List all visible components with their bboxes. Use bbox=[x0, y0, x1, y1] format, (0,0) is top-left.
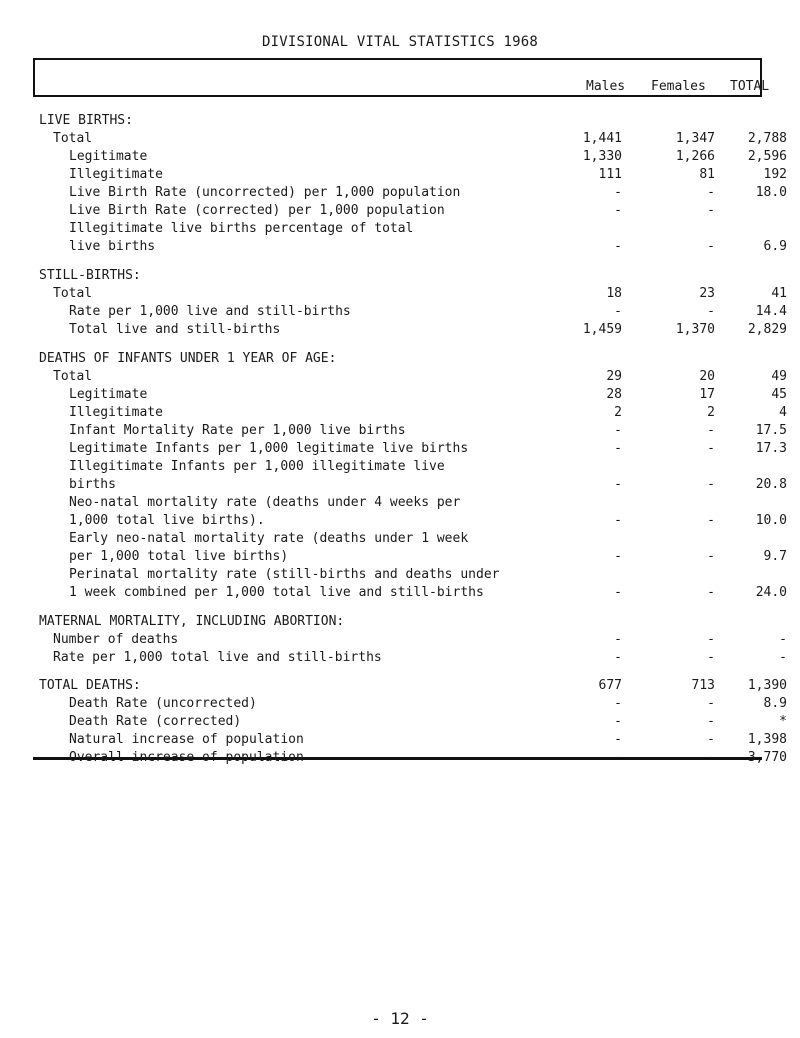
row-live-births bbox=[0, 112, 800, 130]
total-value: 1,390 bbox=[747, 678, 787, 693]
row-maternal-mortality bbox=[0, 613, 800, 631]
females-value: - bbox=[707, 585, 715, 600]
total-value: 45 bbox=[771, 387, 787, 402]
total-value: 49 bbox=[771, 369, 787, 384]
row-label: Number of deaths bbox=[53, 632, 179, 647]
row-label: Natural increase of population bbox=[69, 732, 304, 747]
row-total-live-still-births bbox=[0, 321, 800, 339]
females-value: 1,370 bbox=[675, 322, 715, 337]
row-total-deaths bbox=[0, 677, 800, 695]
row-label: Death Rate (uncorrected) bbox=[69, 696, 257, 711]
row-label: DEATHS OF INFANTS UNDER 1 YEAR OF AGE: bbox=[39, 351, 337, 366]
total-value: * bbox=[779, 714, 787, 729]
row-maternal-deaths-number bbox=[0, 631, 800, 649]
females-value: - bbox=[707, 650, 715, 665]
row-births-illegitimate bbox=[0, 166, 800, 184]
row-death-rate-uncorrected bbox=[0, 695, 800, 713]
males-value: - bbox=[614, 304, 622, 319]
males-value: - bbox=[614, 477, 622, 492]
females-value: 1,347 bbox=[675, 131, 715, 146]
page-number: - 12 - bbox=[371, 1009, 429, 1028]
males-value: - bbox=[614, 513, 622, 528]
row-label: Legitimate Infants per 1,000 legitimate live births bbox=[69, 441, 469, 456]
header-bottom-rule bbox=[33, 95, 762, 97]
row-still-births bbox=[0, 267, 800, 285]
males-value: - bbox=[614, 549, 622, 564]
males-value: - bbox=[614, 203, 622, 218]
males-value: - bbox=[614, 714, 622, 729]
row-early-neo-natal-rate-b bbox=[0, 548, 800, 566]
males-value: - bbox=[614, 696, 622, 711]
females-value: - bbox=[707, 423, 715, 438]
females-value: - bbox=[707, 696, 715, 711]
total-value: 3,770 bbox=[747, 750, 787, 765]
females-value: - bbox=[707, 441, 715, 456]
males-value: 1,330 bbox=[582, 149, 622, 164]
females-value: - bbox=[707, 549, 715, 564]
males-value: 1,441 bbox=[582, 131, 622, 146]
males-value: 18 bbox=[606, 286, 622, 301]
row-label: 1,000 total live births). bbox=[69, 513, 265, 528]
males-value: 2 bbox=[614, 405, 622, 420]
males-value: - bbox=[614, 632, 622, 647]
row-label: Early neo-natal mortality rate (deaths under 1 week bbox=[69, 531, 469, 546]
females-value: 81 bbox=[699, 167, 715, 182]
row-early-neo-natal-rate-a bbox=[0, 530, 800, 548]
males-value: - bbox=[614, 441, 622, 456]
row-label: Live Birth Rate (uncorrected) per 1,000 population bbox=[69, 185, 461, 200]
row-overall-increase bbox=[0, 749, 800, 767]
row-label: Neo-natal mortality rate (deaths under 4 weeks per bbox=[69, 495, 461, 510]
males-value: - bbox=[614, 732, 622, 747]
total-value: 17.5 bbox=[755, 423, 787, 438]
males-value: 1,459 bbox=[582, 322, 622, 337]
females-value: 17 bbox=[699, 387, 715, 402]
females-value: - bbox=[707, 750, 715, 765]
total-value: 41 bbox=[771, 286, 787, 301]
row-label: STILL-BIRTHS: bbox=[39, 268, 141, 283]
row-label: Total bbox=[53, 369, 93, 384]
total-value: 8.9 bbox=[763, 696, 787, 711]
females-value: - bbox=[707, 185, 715, 200]
row-label: Rate per 1,000 total live and still-births bbox=[53, 650, 382, 665]
row-illegitimate-infant-rate-a bbox=[0, 458, 800, 476]
row-infant-deaths-total bbox=[0, 368, 800, 386]
total-value: 10.0 bbox=[755, 513, 787, 528]
males-value: - bbox=[614, 423, 622, 438]
row-infant-mortality-rate bbox=[0, 422, 800, 440]
row-label: LIVE BIRTHS: bbox=[39, 113, 133, 128]
row-label: Total bbox=[53, 131, 93, 146]
row-label: Legitimate bbox=[69, 149, 148, 164]
row-label: per 1,000 total live births) bbox=[69, 549, 289, 564]
row-natural-increase bbox=[0, 731, 800, 749]
row-label: Illegitimate bbox=[69, 405, 163, 420]
row-maternal-death-rate bbox=[0, 649, 800, 667]
males-value: - bbox=[614, 585, 622, 600]
row-label: MATERNAL MORTALITY, INCLUDING ABORTION: bbox=[39, 614, 345, 629]
row-label: Perinatal mortality rate (still-births and deaths under bbox=[69, 567, 500, 582]
row-death-rate-corrected bbox=[0, 713, 800, 731]
row-legitimate-infant-rate bbox=[0, 440, 800, 458]
total-value: 14.4 bbox=[755, 304, 787, 319]
females-value: 23 bbox=[699, 286, 715, 301]
row-label: Total bbox=[53, 286, 93, 301]
females-value: 1,266 bbox=[675, 149, 715, 164]
row-still-births-total bbox=[0, 285, 800, 303]
total-value: 20.8 bbox=[755, 477, 787, 492]
total-value: 2,596 bbox=[747, 149, 787, 164]
females-value: - bbox=[707, 513, 715, 528]
row-birth-rate-corrected bbox=[0, 202, 800, 220]
row-label: Rate per 1,000 live and still-births bbox=[69, 304, 351, 319]
females-value: 713 bbox=[691, 678, 715, 693]
header-left-border bbox=[33, 58, 35, 97]
row-label: Illegitimate bbox=[69, 167, 163, 182]
females-value: - bbox=[707, 714, 715, 729]
table-top-rule bbox=[33, 58, 762, 60]
males-value: - bbox=[614, 750, 622, 765]
row-label: 1 week combined per 1,000 total live and still-births bbox=[69, 585, 484, 600]
total-value: - bbox=[779, 650, 787, 665]
row-label: live births bbox=[69, 239, 156, 254]
row-neo-natal-rate-a bbox=[0, 494, 800, 512]
column-header-total: TOTAL bbox=[730, 79, 770, 94]
females-value: - bbox=[707, 477, 715, 492]
females-value: - bbox=[707, 239, 715, 254]
row-label: Overall increase of population bbox=[69, 750, 304, 765]
row-label: Illegitimate live births percentage of total bbox=[69, 221, 414, 236]
row-births-total bbox=[0, 130, 800, 148]
row-illegitimate-pct-a bbox=[0, 220, 800, 238]
row-birth-rate-uncorrected bbox=[0, 184, 800, 202]
row-label: Live Birth Rate (corrected) per 1,000 population bbox=[69, 203, 445, 218]
row-label: Death Rate (corrected) bbox=[69, 714, 242, 729]
females-value: - bbox=[707, 632, 715, 647]
row-still-birth-rate bbox=[0, 303, 800, 321]
total-value: 4 bbox=[779, 405, 787, 420]
row-label: Legitimate bbox=[69, 387, 148, 402]
column-header-males: Males bbox=[586, 79, 626, 94]
total-value: 24.0 bbox=[755, 585, 787, 600]
females-value: - bbox=[707, 732, 715, 747]
column-header-females: Females bbox=[651, 79, 706, 94]
page-title: DIVISIONAL VITAL STATISTICS 1968 bbox=[261, 34, 539, 50]
row-infant-deaths-illegitimate bbox=[0, 404, 800, 422]
males-value: 677 bbox=[598, 678, 622, 693]
row-births-legitimate bbox=[0, 148, 800, 166]
total-value: 1,398 bbox=[747, 732, 787, 747]
row-label: births bbox=[69, 477, 116, 492]
total-value: - bbox=[779, 632, 787, 647]
row-infant-deaths-legitimate bbox=[0, 386, 800, 404]
males-value: - bbox=[614, 185, 622, 200]
row-neo-natal-rate-b bbox=[0, 512, 800, 530]
males-value: - bbox=[614, 239, 622, 254]
females-value: 2 bbox=[707, 405, 715, 420]
females-value: - bbox=[707, 304, 715, 319]
row-illegitimate-infant-rate-b bbox=[0, 476, 800, 494]
row-infant-deaths bbox=[0, 350, 800, 368]
total-value: 2,788 bbox=[747, 131, 787, 146]
row-label: Total live and still-births bbox=[69, 322, 281, 337]
row-perinatal-rate-b bbox=[0, 584, 800, 602]
total-value: 192 bbox=[763, 167, 787, 182]
males-value: - bbox=[614, 650, 622, 665]
males-value: 111 bbox=[598, 167, 622, 182]
females-value: 20 bbox=[699, 369, 715, 384]
total-value: 9.7 bbox=[763, 549, 787, 564]
row-illegitimate-pct-b bbox=[0, 238, 800, 256]
row-perinatal-rate-a bbox=[0, 566, 800, 584]
row-label: Infant Mortality Rate per 1,000 live births bbox=[69, 423, 406, 438]
females-value: - bbox=[707, 203, 715, 218]
males-value: 28 bbox=[606, 387, 622, 402]
total-value: 2,829 bbox=[747, 322, 787, 337]
males-value: 29 bbox=[606, 369, 622, 384]
total-value: 18.0 bbox=[755, 185, 787, 200]
total-value: 17.3 bbox=[755, 441, 787, 456]
row-label: Illegitimate Infants per 1,000 illegitimate live bbox=[69, 459, 445, 474]
row-label: TOTAL DEATHS: bbox=[39, 678, 141, 693]
total-value: 6.9 bbox=[763, 239, 787, 254]
